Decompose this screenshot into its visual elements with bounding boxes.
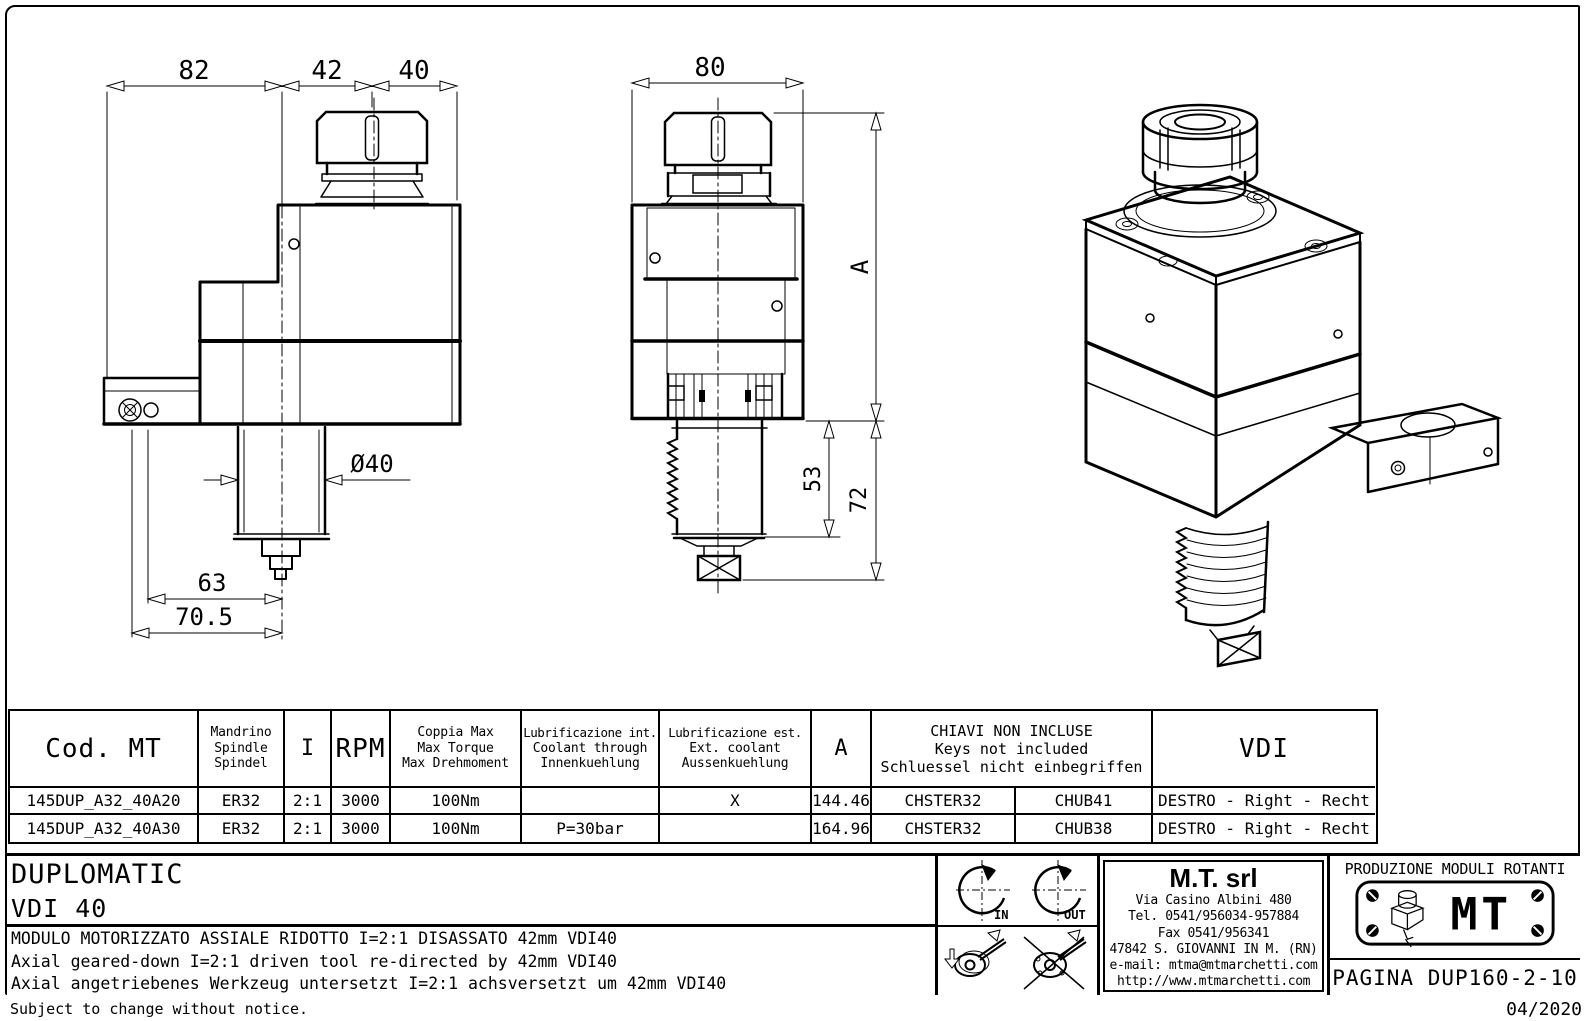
- cell-coolant-int: [522, 788, 660, 815]
- cell-ratio: 2:1: [285, 815, 332, 842]
- cell-coolant-ext: [660, 815, 812, 842]
- description-it: MODULO MOTORIZZATO ASSIALE RIDOTTO I=2:1 DISASSATO 42mm VDI40: [11, 929, 617, 948]
- col-header-coolant-int: [522, 711, 660, 788]
- dim-label-63: 63: [197, 569, 227, 597]
- rotation-out-label: OUT: [1064, 908, 1086, 922]
- col-header-torque-en: Max Torque: [417, 740, 494, 756]
- col-header-coolant-ext-en: Ext. coolant: [689, 740, 781, 756]
- manufacturer-block: [1100, 853, 1330, 995]
- change-notice: Subject to change without notice.: [10, 1000, 309, 1018]
- company-email: e-mail: mtma@mtmarchetti.com: [1109, 958, 1318, 974]
- model-name: VDI 40: [11, 894, 108, 923]
- col-header-coolant-int-de: Innenkuehlung: [540, 756, 640, 772]
- col-header-rpm: RPM: [332, 711, 391, 788]
- dim-label-a: A: [846, 259, 874, 275]
- cell-rpm: 3000: [332, 788, 391, 815]
- col-header-vdi: VDI: [1153, 711, 1375, 788]
- col-header-keys-de: Schluessel nicht einbegriffen: [880, 757, 1143, 776]
- cell-key2: CHUB41: [1016, 788, 1153, 815]
- cell-cod: 145DUP_A32_40A20: [10, 788, 199, 815]
- col-header-coolant-int-en: Coolant through: [532, 740, 648, 756]
- col-header-coolant-ext: [660, 711, 812, 788]
- cell-coolant-int: P=30bar: [522, 815, 660, 842]
- cell-a: 164.96: [812, 815, 872, 842]
- brand-name: DUPLOMATIC: [11, 859, 184, 890]
- production-title: PRODUZIONE MODULI ROTANTI: [1344, 860, 1566, 878]
- mounting-pictogram-cell: [938, 927, 1097, 993]
- description-box: [7, 927, 935, 996]
- crossed-out-mark: [1024, 937, 1084, 989]
- view-isometric: [1086, 105, 1498, 666]
- table-row: [10, 815, 1376, 842]
- dim-label-72: 72: [847, 486, 872, 514]
- col-header-coolant-int-it: Lubrificazione int.: [523, 725, 657, 741]
- col-header-spindle-en: Spindle: [214, 740, 268, 756]
- cell-vdi: DESTRO - Right - Recht: [1153, 788, 1375, 815]
- rotation-in-label: IN: [994, 908, 1009, 922]
- cell-rpm: 3000: [332, 815, 391, 842]
- mt-logo: [1353, 879, 1557, 949]
- company-city: 47842 S. GIOVANNI IN M. (RN): [1109, 941, 1318, 957]
- col-header-keys: [872, 711, 1153, 788]
- dim-label-dia40: Ø40: [350, 450, 394, 478]
- rotation-direction-icon: [938, 856, 1098, 924]
- view-front: [632, 78, 884, 596]
- col-header-torque: [391, 711, 522, 788]
- table-header-row: [10, 711, 1376, 788]
- col-header-cod-mt: Cod. MT: [10, 711, 199, 788]
- view-side: [104, 81, 460, 640]
- col-header-keys-en: Keys not included: [934, 739, 1089, 758]
- cell-torque: 100Nm: [391, 815, 522, 842]
- description-de: Axial angetriebenes Werkzeug untersetzt I=2:1 achsversetzt um 42mm VDI40: [11, 974, 727, 993]
- cell-vdi: DESTRO - Right - Recht: [1158, 819, 1370, 838]
- title-block: [7, 853, 938, 995]
- col-header-ratio: I: [285, 711, 332, 788]
- col-header-torque-it: Coppia Max: [417, 725, 494, 741]
- cell-key1: CHSTER32: [872, 815, 1016, 842]
- page-number: PAGINA DUP160-2-10: [1332, 965, 1578, 990]
- col-header-coolant-ext-de: Aussenkuehlung: [681, 756, 789, 772]
- logo-tool-drawing: [1392, 891, 1423, 947]
- company-address: Via Casino Albini 480: [1135, 893, 1292, 908]
- table-row: [10, 788, 1376, 815]
- cell-a: 144.46: [812, 788, 872, 815]
- col-header-a: A: [812, 711, 872, 788]
- company-name: M.T. srl: [1169, 863, 1258, 893]
- company-fax: Fax 0541/956341: [1157, 925, 1270, 941]
- cell-ratio: 2:1: [285, 788, 332, 815]
- col-header-torque-de: Max Drehmoment: [402, 756, 509, 772]
- dim-label-82: 82: [178, 56, 210, 86]
- col-header-spindle: [199, 711, 285, 788]
- date-stamp: 04/2020: [1506, 999, 1582, 1020]
- col-header-keys-it: CHIAVI NON INCLUSE: [930, 721, 1093, 740]
- col-header-spindle-it: Mandrino: [210, 725, 272, 741]
- dim-label-40: 40: [398, 56, 430, 86]
- cell-spindle: ER32: [199, 788, 285, 815]
- rotation-direction-cell: [938, 856, 1097, 927]
- cell-spindle: ER32: [199, 815, 285, 842]
- col-header-spindle-de: Spindel: [214, 756, 268, 772]
- logo-block: [1330, 853, 1580, 995]
- dim-label-42: 42: [311, 56, 343, 86]
- production-box: [1330, 856, 1580, 960]
- col-header-coolant-ext-it: Lubrificazione est.: [668, 725, 802, 741]
- company-tel: Tel. 0541/956034-957884: [1128, 909, 1299, 925]
- company-web: http://www.mtmarchetti.com: [1116, 974, 1311, 990]
- cell-coolant-ext: X: [660, 788, 812, 815]
- logo-text: MT: [1450, 888, 1513, 941]
- dim-label-70-5: 70.5: [175, 603, 233, 631]
- dim-label-53: 53: [801, 465, 826, 493]
- cell-torque: 100Nm: [391, 788, 522, 815]
- symbols-block: [938, 853, 1100, 995]
- manufacturer-box: [1103, 860, 1324, 992]
- cell-key2: CHUB38: [1016, 815, 1153, 842]
- cell-cod: 145DUP_A32_40A30: [10, 815, 199, 842]
- cell-key1: CHSTER32: [872, 788, 1016, 815]
- brand-box: [7, 856, 935, 927]
- wrench-pictogram-icon: [938, 927, 1098, 991]
- description-en: Axial geared-down I=2:1 driven tool re-directed by 42mm VDI40: [11, 951, 617, 971]
- spec-table: [8, 709, 1378, 844]
- dim-label-80: 80: [694, 53, 726, 83]
